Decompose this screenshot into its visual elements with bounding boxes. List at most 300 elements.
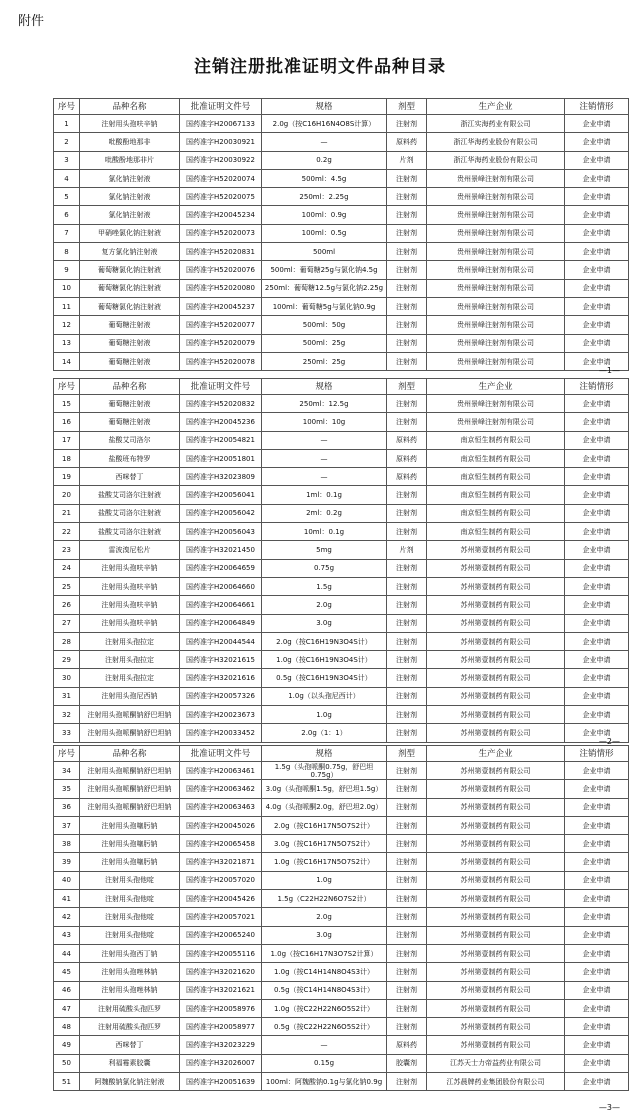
- approval-number: 国药准字H52020076: [180, 261, 262, 279]
- table-row: [54, 206, 629, 224]
- table-row: [54, 798, 629, 816]
- table-row: [54, 504, 629, 522]
- approval-number: 国药准字H20056041: [180, 486, 262, 504]
- specification: 1.0g（按C16H19N3O4S计）: [262, 651, 387, 669]
- table-row: [54, 316, 629, 334]
- manufacturer: 苏州第壹制药有限公司: [427, 762, 565, 780]
- cancellation-reason: 企业申请: [565, 352, 629, 370]
- cancellation-reason: 企业申请: [565, 908, 629, 926]
- table-header-row: [54, 99, 629, 115]
- column-header: 注销情形: [565, 99, 629, 115]
- manufacturer: 苏州第壹制药有限公司: [427, 890, 565, 908]
- table-row: [54, 224, 629, 242]
- drug-name: 葡萄糖注射液: [80, 316, 180, 334]
- specification: 3.0g（头孢哌酮1.5g，舒巴坦1.5g）: [262, 780, 387, 798]
- drug-name: 吡酸酚地那非: [80, 133, 180, 151]
- manufacturer: 江苏天士力帝益药业有限公司: [427, 1054, 565, 1072]
- row-number: 24: [54, 559, 80, 577]
- approval-number: 国药准字H20067133: [180, 115, 262, 133]
- manufacturer: 贵州景峰注射剂有限公司: [427, 352, 565, 370]
- approval-number: 国药准字H20064660: [180, 577, 262, 595]
- drug-name: 注射用头孢噻肟钠: [80, 853, 180, 871]
- cancellation-reason: 企业申请: [565, 206, 629, 224]
- dosage-form: 注射剂: [387, 687, 427, 705]
- drug-name: 注射用头孢他啶: [80, 890, 180, 908]
- cancellation-reason: 企业申请: [565, 395, 629, 413]
- approval-number: 国药准字H20057326: [180, 687, 262, 705]
- dosage-form: 注射剂: [387, 577, 427, 595]
- drug-name: 盐酸艾司洛尔: [80, 431, 180, 449]
- table-row: [54, 486, 629, 504]
- drug-name: 葡萄糖注射液: [80, 413, 180, 431]
- drug-name: 注射用头孢哌酮钠舒巴坦钠: [80, 780, 180, 798]
- specification: 0.75g: [262, 559, 387, 577]
- dosage-form: 注射剂: [387, 559, 427, 577]
- table-row: [54, 762, 629, 780]
- drug-name: 盐酸艾司洛尔注射液: [80, 486, 180, 504]
- column-header: 品种名称: [80, 99, 180, 115]
- approval-number: 国药准字H52020080: [180, 279, 262, 297]
- drug-name: 注射用头孢拉定: [80, 632, 180, 650]
- table-row: [54, 908, 629, 926]
- table-row: [54, 279, 629, 297]
- specification: 2.0g: [262, 596, 387, 614]
- dosage-form: 注射剂: [387, 798, 427, 816]
- specification: 3.0g（按C16H17N5O7S2计）: [262, 835, 387, 853]
- approval-number: 国药准字H20051639: [180, 1073, 262, 1091]
- manufacturer: 贵州景峰注射剂有限公司: [427, 297, 565, 315]
- cancellation-reason: 企业申请: [565, 835, 629, 853]
- specification: 100ml：阿魏酸钠0.1g与氯化钠0.9g: [262, 1073, 387, 1091]
- table-row: [54, 871, 629, 889]
- manufacturer: 苏州第壹制药有限公司: [427, 669, 565, 687]
- specification: —: [262, 1036, 387, 1054]
- table-row: [54, 1018, 629, 1036]
- drug-name: 注射用头孢拉定: [80, 651, 180, 669]
- specification: 500ml：50g: [262, 316, 387, 334]
- specification: 1.0g: [262, 871, 387, 889]
- table-row: [54, 944, 629, 962]
- drug-name: 氯化钠注射液: [80, 206, 180, 224]
- drug-name: 葡萄糖氯化钠注射液: [80, 279, 180, 297]
- specification: 0.5g（按C16H19N3O4S计）: [262, 669, 387, 687]
- row-number: 38: [54, 835, 80, 853]
- column-header: 批准证明文件号: [180, 746, 262, 762]
- manufacturer: 苏州第壹制药有限公司: [427, 687, 565, 705]
- drug-name: 注射用头孢呋辛钠: [80, 596, 180, 614]
- specification: 2.0g（1：1）: [262, 724, 387, 742]
- row-number: 30: [54, 669, 80, 687]
- dosage-form: 注射剂: [387, 706, 427, 724]
- manufacturer: 贵州景峰注射剂有限公司: [427, 224, 565, 242]
- row-number: 7: [54, 224, 80, 242]
- cancellation-reason: 企业申请: [565, 449, 629, 467]
- approval-number: 国药准字H52020074: [180, 169, 262, 187]
- approval-number: 国药准字H20030922: [180, 151, 262, 169]
- table-row: [54, 669, 629, 687]
- table-row: [54, 651, 629, 669]
- cancellation-reason: 企业申请: [565, 963, 629, 981]
- manufacturer: 南京恒生制药有限公司: [427, 449, 565, 467]
- specification: 100ml：0.5g: [262, 224, 387, 242]
- cancellation-reason: 企业申请: [565, 1073, 629, 1091]
- row-number: 35: [54, 780, 80, 798]
- row-number: 51: [54, 1073, 80, 1091]
- row-number: 40: [54, 871, 80, 889]
- table-row: [54, 541, 629, 559]
- drug-name: 注射用头孢哌酮钠舒巴坦钠: [80, 798, 180, 816]
- specification: 250ml：葡萄糖12.5g与氯化钠2.25g: [262, 279, 387, 297]
- dosage-form: 注射剂: [387, 614, 427, 632]
- specification: 1.0g: [262, 706, 387, 724]
- dosage-form: 注射剂: [387, 395, 427, 413]
- cancellation-reason: 企业申请: [565, 261, 629, 279]
- dosage-form: 注射剂: [387, 279, 427, 297]
- approval-number: 国药准字H20063462: [180, 780, 262, 798]
- drug-table-page-2: [53, 378, 629, 743]
- row-number: 27: [54, 614, 80, 632]
- column-header: 生产企业: [427, 746, 565, 762]
- manufacturer: 苏州第壹制药有限公司: [427, 999, 565, 1017]
- row-number: 17: [54, 431, 80, 449]
- specification: 250ml：25g: [262, 352, 387, 370]
- approval-number: 国药准字H20056043: [180, 523, 262, 541]
- row-number: 49: [54, 1036, 80, 1054]
- approval-number: 国药准字H52020078: [180, 352, 262, 370]
- manufacturer: 苏州第壹制药有限公司: [427, 780, 565, 798]
- dosage-form: 注射剂: [387, 523, 427, 541]
- dosage-form: 注射剂: [387, 334, 427, 352]
- manufacturer: 苏州第壹制药有限公司: [427, 835, 565, 853]
- drug-name: 雷波溴尼松片: [80, 541, 180, 559]
- row-number: 31: [54, 687, 80, 705]
- row-number: 23: [54, 541, 80, 559]
- drug-name: 注射用头孢呋辛钠: [80, 577, 180, 595]
- dosage-form: 注射剂: [387, 908, 427, 926]
- cancellation-reason: 企业申请: [565, 523, 629, 541]
- drug-name: 西咪替丁: [80, 468, 180, 486]
- dosage-form: 注射剂: [387, 224, 427, 242]
- approval-number: 国药准字H52020832: [180, 395, 262, 413]
- specification: 1.0g（按C22H22N6O5S2计）: [262, 999, 387, 1017]
- cancellation-reason: 企业申请: [565, 334, 629, 352]
- table-row: [54, 963, 629, 981]
- row-number: 26: [54, 596, 80, 614]
- manufacturer: 南京恒生制药有限公司: [427, 431, 565, 449]
- specification: 250ml：12.5g: [262, 395, 387, 413]
- drug-name: 注射用硫酸头孢匹罗: [80, 1018, 180, 1036]
- dosage-form: 注射剂: [387, 871, 427, 889]
- row-number: 12: [54, 316, 80, 334]
- table-row: [54, 115, 629, 133]
- row-number: 20: [54, 486, 80, 504]
- table-row: [54, 577, 629, 595]
- dosage-form: 原料药: [387, 133, 427, 151]
- manufacturer: 贵州景峰注射剂有限公司: [427, 206, 565, 224]
- row-number: 19: [54, 468, 80, 486]
- table-row: [54, 926, 629, 944]
- approval-number: 国药准字H32021616: [180, 669, 262, 687]
- row-number: 50: [54, 1054, 80, 1072]
- approval-number: 国药准字H20030921: [180, 133, 262, 151]
- table-row: [54, 243, 629, 261]
- dosage-form: 注射剂: [387, 853, 427, 871]
- column-header: 品种名称: [80, 746, 180, 762]
- column-header: 批准证明文件号: [180, 99, 262, 115]
- page-number: —3—: [598, 1103, 620, 1112]
- drug-table-page-3: [53, 745, 629, 1091]
- specification: 100ml：0.9g: [262, 206, 387, 224]
- cancellation-reason: 企业申请: [565, 431, 629, 449]
- dosage-form: 注射剂: [387, 243, 427, 261]
- dosage-form: 注射剂: [387, 1018, 427, 1036]
- table-row: [54, 468, 629, 486]
- drug-name: 西咪替丁: [80, 1036, 180, 1054]
- dosage-form: 注射剂: [387, 115, 427, 133]
- dosage-form: 注射剂: [387, 188, 427, 206]
- approval-number: 国药准字H32023809: [180, 468, 262, 486]
- cancellation-reason: 企业申请: [565, 669, 629, 687]
- approval-number: 国药准字H52020077: [180, 316, 262, 334]
- dosage-form: 注射剂: [387, 352, 427, 370]
- drug-name: 注射用头孢西丁钠: [80, 944, 180, 962]
- manufacturer: 苏州第壹制药有限公司: [427, 944, 565, 962]
- dosage-form: 注射剂: [387, 504, 427, 522]
- dosage-form: 注射剂: [387, 669, 427, 687]
- dosage-form: 注射剂: [387, 632, 427, 650]
- cancellation-reason: 企业申请: [565, 559, 629, 577]
- specification: 0.5g（按C14H14N8O4S3计）: [262, 981, 387, 999]
- page-number: —2—: [598, 737, 620, 746]
- dosage-form: 注射剂: [387, 890, 427, 908]
- specification: 250ml：2.25g: [262, 188, 387, 206]
- row-number: 18: [54, 449, 80, 467]
- table-row: [54, 559, 629, 577]
- manufacturer: 南京恒生制药有限公司: [427, 486, 565, 504]
- specification: 500ml：25g: [262, 334, 387, 352]
- drug-name: 吡酸酚地那非片: [80, 151, 180, 169]
- cancellation-reason: 企业申请: [565, 762, 629, 780]
- drug-name: 注射用头孢他啶: [80, 908, 180, 926]
- approval-number: 国药准字H32021615: [180, 651, 262, 669]
- manufacturer: 贵州景峰注射剂有限公司: [427, 334, 565, 352]
- row-number: 45: [54, 963, 80, 981]
- cancellation-reason: 企业申请: [565, 632, 629, 650]
- cancellation-reason: 企业申请: [565, 706, 629, 724]
- column-header: 剂型: [387, 99, 427, 115]
- approval-number: 国药准字H20051801: [180, 449, 262, 467]
- table-row: [54, 334, 629, 352]
- drug-name: 葡萄糖氯化钠注射液: [80, 261, 180, 279]
- drug-name: 注射用头孢哌酮钠舒巴坦钠: [80, 762, 180, 780]
- specification: 500ml：葡萄糖25g与氯化钠4.5g: [262, 261, 387, 279]
- drug-name: 复方氯化钠注射液: [80, 243, 180, 261]
- drug-name: 注射用头孢哌酮钠舒巴坦钠: [80, 706, 180, 724]
- drug-name: 注射用头孢呋辛钠: [80, 614, 180, 632]
- table-row: [54, 413, 629, 431]
- approval-number: 国药准字H20058977: [180, 1018, 262, 1036]
- approval-number: 国药准字H32026007: [180, 1054, 262, 1072]
- dosage-form: 注射剂: [387, 1073, 427, 1091]
- approval-number: 国药准字H32023229: [180, 1036, 262, 1054]
- table-row: [54, 816, 629, 834]
- drug-name: 注射用头孢呋辛钠: [80, 115, 180, 133]
- row-number: 48: [54, 1018, 80, 1036]
- cancellation-reason: 企业申请: [565, 816, 629, 834]
- dosage-form: 胶囊剂: [387, 1054, 427, 1072]
- drug-name: 注射用头孢唑林钠: [80, 981, 180, 999]
- approval-number: 国药准字H52020079: [180, 334, 262, 352]
- table-row: [54, 632, 629, 650]
- specification: 0.15g: [262, 1054, 387, 1072]
- row-number: 11: [54, 297, 80, 315]
- column-header: 序号: [54, 746, 80, 762]
- cancellation-reason: 企业申请: [565, 651, 629, 669]
- drug-name: 注射用头孢他啶: [80, 926, 180, 944]
- page-number: —1—: [598, 366, 620, 375]
- row-number: 36: [54, 798, 80, 816]
- cancellation-reason: 企业申请: [565, 133, 629, 151]
- manufacturer: 苏州第壹制药有限公司: [427, 908, 565, 926]
- row-number: 34: [54, 762, 80, 780]
- approval-number: 国药准字H20063463: [180, 798, 262, 816]
- table-row: [54, 297, 629, 315]
- drug-name: 盐酸艾司洛尔注射液: [80, 523, 180, 541]
- cancellation-reason: 企业申请: [565, 486, 629, 504]
- row-number: 2: [54, 133, 80, 151]
- approval-number: 国药准字H20045236: [180, 413, 262, 431]
- cancellation-reason: 企业申请: [565, 169, 629, 187]
- drug-name: 利福霉素胶囊: [80, 1054, 180, 1072]
- row-number: 46: [54, 981, 80, 999]
- specification: 1.0g（以头孢尼西计）: [262, 687, 387, 705]
- approval-number: 国药准字H52020075: [180, 188, 262, 206]
- table-row: [54, 449, 629, 467]
- column-header: 注销情形: [565, 379, 629, 395]
- manufacturer: 浙江华海药业股份有限公司: [427, 151, 565, 169]
- table-row: [54, 1073, 629, 1091]
- dosage-form: 注射剂: [387, 486, 427, 504]
- cancellation-reason: 企业申请: [565, 798, 629, 816]
- dosage-form: 注射剂: [387, 762, 427, 780]
- specification: 10ml：0.1g: [262, 523, 387, 541]
- attachment-label: 附件: [18, 14, 45, 29]
- manufacturer: 贵州景峰注射剂有限公司: [427, 243, 565, 261]
- manufacturer: 苏州第壹制药有限公司: [427, 541, 565, 559]
- specification: 1ml：0.1g: [262, 486, 387, 504]
- specification: —: [262, 431, 387, 449]
- column-header: 生产企业: [427, 379, 565, 395]
- dosage-form: 注射剂: [387, 944, 427, 962]
- page-title: 注销注册批准证明文件品种目录: [194, 57, 446, 77]
- manufacturer: 江苏晨牌药业集团股份有限公司: [427, 1073, 565, 1091]
- specification: 100ml：葡萄糖5g与氯化钠0.9g: [262, 297, 387, 315]
- manufacturer: 浙江华海药业股份有限公司: [427, 133, 565, 151]
- table-row: [54, 596, 629, 614]
- table-header-row: [54, 379, 629, 395]
- row-number: 43: [54, 926, 80, 944]
- dosage-form: 注射剂: [387, 724, 427, 742]
- table-row: [54, 188, 629, 206]
- dosage-form: 原料药: [387, 468, 427, 486]
- drug-name: 注射用硫酸头孢匹罗: [80, 999, 180, 1017]
- cancellation-reason: 企业申请: [565, 871, 629, 889]
- dosage-form: 片剂: [387, 541, 427, 559]
- specification: 1.5g（C22H22N6O7S2计）: [262, 890, 387, 908]
- table-row: [54, 890, 629, 908]
- table-row: [54, 133, 629, 151]
- cancellation-reason: 企业申请: [565, 1036, 629, 1054]
- manufacturer: 苏州第壹制药有限公司: [427, 724, 565, 742]
- drug-name: 注射用头孢噻肟钠: [80, 816, 180, 834]
- column-header: 序号: [54, 99, 80, 115]
- drug-name: 注射用头孢哌酮钠舒巴坦钠: [80, 724, 180, 742]
- row-number: 3: [54, 151, 80, 169]
- approval-number: 国药准字H20064849: [180, 614, 262, 632]
- cancellation-reason: 企业申请: [565, 151, 629, 169]
- dosage-form: 原料药: [387, 431, 427, 449]
- drug-name: 氯化钠注射液: [80, 188, 180, 206]
- cancellation-reason: 企业申请: [565, 926, 629, 944]
- drug-name: 葡萄糖注射液: [80, 395, 180, 413]
- column-header: 规格: [262, 379, 387, 395]
- specification: 100ml：10g: [262, 413, 387, 431]
- table-row: [54, 780, 629, 798]
- manufacturer: 苏州第壹制药有限公司: [427, 632, 565, 650]
- row-number: 47: [54, 999, 80, 1017]
- cancellation-reason: 企业申请: [565, 188, 629, 206]
- approval-number: 国药准字H52020073: [180, 224, 262, 242]
- dosage-form: 注射剂: [387, 413, 427, 431]
- row-number: 21: [54, 504, 80, 522]
- cancellation-reason: 企业申请: [565, 243, 629, 261]
- dosage-form: 注射剂: [387, 206, 427, 224]
- dosage-form: 原料药: [387, 449, 427, 467]
- manufacturer: 贵州景峰注射剂有限公司: [427, 316, 565, 334]
- specification: 1.0g（按C16H17N3O7S2计算）: [262, 944, 387, 962]
- column-header: 序号: [54, 379, 80, 395]
- specification: 3.0g: [262, 614, 387, 632]
- dosage-form: 注射剂: [387, 816, 427, 834]
- cancellation-reason: 企业申请: [565, 853, 629, 871]
- manufacturer: 苏州第壹制药有限公司: [427, 1036, 565, 1054]
- manufacturer: 南京恒生制药有限公司: [427, 468, 565, 486]
- manufacturer: 苏州第壹制药有限公司: [427, 1018, 565, 1036]
- manufacturer: 贵州景峰注射剂有限公司: [427, 169, 565, 187]
- table-row: [54, 706, 629, 724]
- dosage-form: 注射剂: [387, 981, 427, 999]
- manufacturer: 贵州景峰注射剂有限公司: [427, 261, 565, 279]
- approval-number: 国药准字H20045026: [180, 816, 262, 834]
- manufacturer: 浙江实海药业有限公司: [427, 115, 565, 133]
- manufacturer: 苏州第壹制药有限公司: [427, 853, 565, 871]
- cancellation-reason: 企业申请: [565, 981, 629, 999]
- specification: 0.2g: [262, 151, 387, 169]
- manufacturer: 苏州第壹制药有限公司: [427, 798, 565, 816]
- manufacturer: 南京恒生制药有限公司: [427, 523, 565, 541]
- manufacturer: 贵州景峰注射剂有限公司: [427, 188, 565, 206]
- specification: 2.0g（按C16H19N3O4S计）: [262, 632, 387, 650]
- row-number: 37: [54, 816, 80, 834]
- column-header: 规格: [262, 746, 387, 762]
- table-row: [54, 352, 629, 370]
- approval-number: 国药准字H20057020: [180, 871, 262, 889]
- table-row: [54, 981, 629, 999]
- approval-number: 国药准字H20063461: [180, 762, 262, 780]
- dosage-form: 注射剂: [387, 999, 427, 1017]
- table-row: [54, 687, 629, 705]
- table-row: [54, 835, 629, 853]
